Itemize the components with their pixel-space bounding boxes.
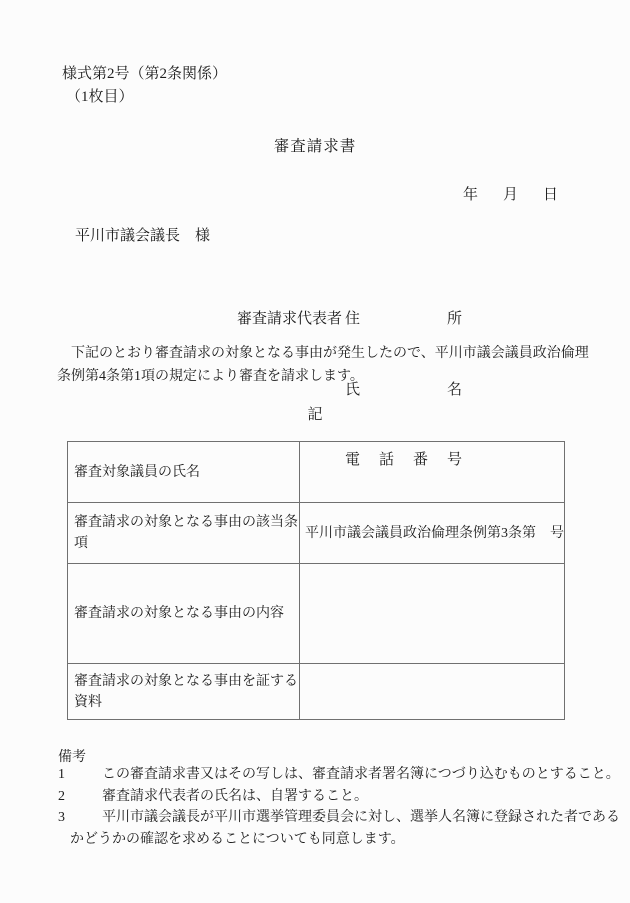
document-title: 審査請求書 bbox=[273, 138, 357, 155]
date-day-label: 日 bbox=[543, 187, 559, 203]
table-row-applicable-clause bbox=[68, 503, 565, 564]
remark-text: この審査請求書又はその写しは、審査請求者署名簿につづり込むものとすること。 bbox=[102, 767, 620, 782]
remark-text: 審査請求代表者の氏名は、自署すること。 bbox=[102, 788, 368, 804]
name-char: 氏 bbox=[345, 381, 361, 398]
table-value-cell-empty bbox=[300, 664, 565, 720]
table-value-cell-empty bbox=[300, 442, 565, 503]
form-number-line: 様式第2号（第2条関係） bbox=[62, 66, 228, 82]
remark-item-3 bbox=[58, 807, 622, 850]
table-label-cell: 審査請求の対象となる事由を証する資料 bbox=[68, 664, 300, 720]
phone-char: 話 bbox=[378, 452, 394, 468]
body-paragraph: 下記のとおり審査請求の対象となる事由が発生したので、平川市議会議員政治倫理条例第4条第1項の規定により審査を請求します。 bbox=[57, 346, 589, 384]
representative-address-field bbox=[345, 308, 462, 332]
table-row-member-name bbox=[68, 442, 565, 503]
phone-char: 号 bbox=[446, 452, 462, 468]
remark-number: 3 bbox=[58, 810, 65, 825]
phone-char: 番 bbox=[412, 452, 428, 468]
table-label-cell: 審査対象議員の氏名 bbox=[68, 442, 300, 503]
table-row-cause-details bbox=[68, 564, 565, 664]
remark-number: 1 bbox=[58, 767, 65, 782]
request-table bbox=[67, 441, 565, 720]
date-year-label: 年 bbox=[463, 187, 479, 203]
representative-label: 審査請求代表者 bbox=[237, 311, 343, 327]
table-value-cell: 平川市議会議員政治倫理条例第3条第 号 bbox=[300, 503, 565, 564]
representative-address-row bbox=[237, 308, 462, 332]
remark-item-2 bbox=[58, 786, 622, 808]
table-row-evidence-materials bbox=[68, 664, 565, 720]
table-label-cell: 審査請求の対象となる事由の内容 bbox=[68, 564, 300, 664]
date-month-label: 月 bbox=[503, 187, 519, 203]
remarks-list bbox=[58, 764, 622, 850]
sheet-number-line: （1枚目） bbox=[66, 89, 134, 105]
remark-text: 平川市議会議長が平川市選挙管理委員会に対し、選挙人名簿に登録された者であるかどうかの確認を求めることについても同意します。 bbox=[70, 810, 620, 847]
remark-number: 2 bbox=[58, 788, 65, 804]
phone-char: 電 bbox=[345, 452, 361, 468]
address-char: 住 bbox=[345, 311, 361, 327]
remark-item-1 bbox=[58, 764, 622, 786]
address-char: 所 bbox=[446, 311, 462, 327]
remarks-heading: 備考 bbox=[58, 750, 86, 765]
table-value-cell-empty bbox=[300, 564, 565, 664]
name-char: 名 bbox=[446, 381, 462, 398]
record-mark: 記 bbox=[307, 407, 323, 423]
addressee-line: 平川市議会議長 様 bbox=[75, 228, 211, 244]
date-line bbox=[463, 183, 558, 204]
table-label-cell: 審査請求の対象となる事由の該当条項 bbox=[68, 503, 300, 564]
